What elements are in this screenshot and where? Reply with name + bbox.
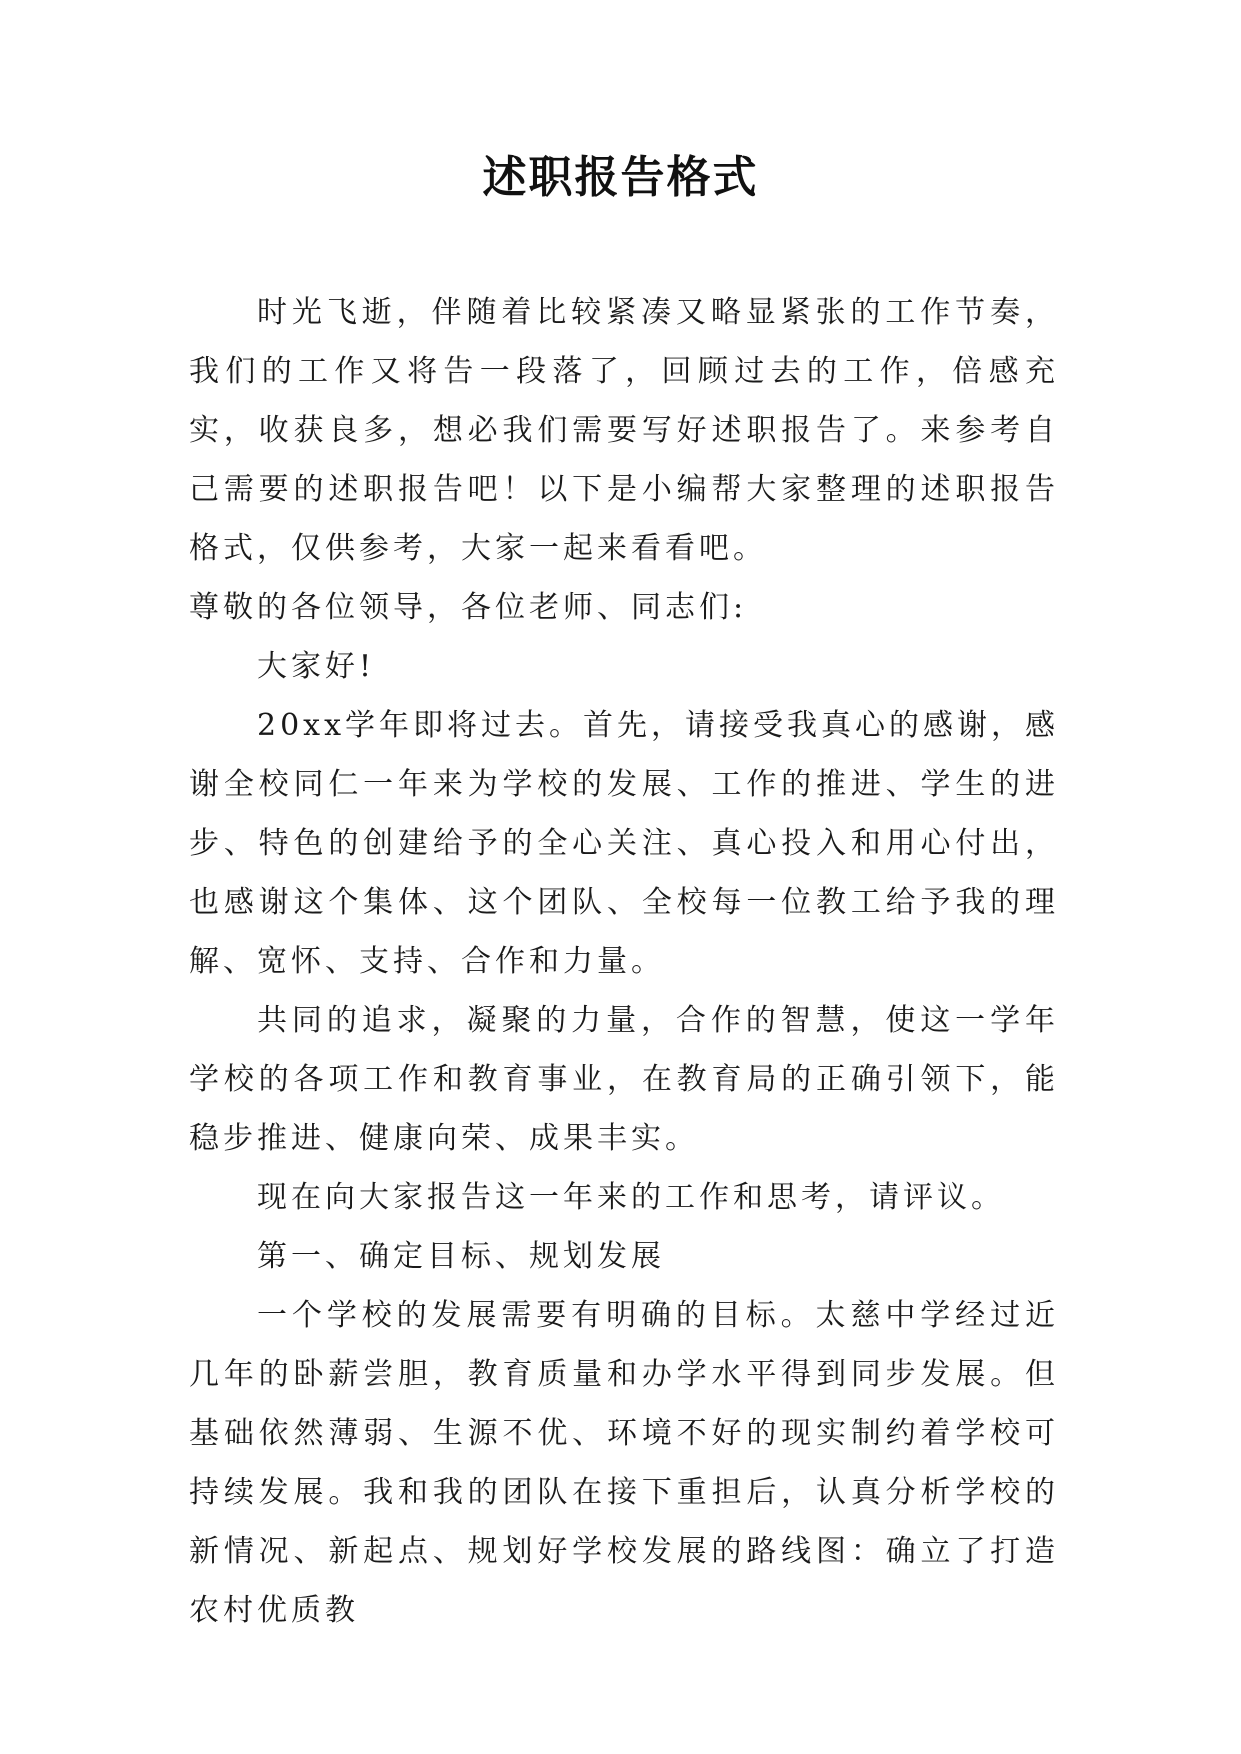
thanks-paragraph: 20xx学年即将过去。首先，请接受我真心的感谢，感谢全校同仁一年来为学校的发展、工作的推进、学生的进步、特色的创建给予的全心关注、真心投入和用心付出，也感谢这个集体、这个团队、全校每一位教工给予我的理解、宽怀、支持、合作和力量。 <box>189 708 1060 979</box>
section-1-paragraph: 一个学校的发展需要有明确的目标。太慈中学经过近几年的卧薪尝胆，教育质量和办学水平得到同步发展。但基础依然薄弱、生源不优、环境不好的现实制约着学校可持续发展。我和我的团队在接下重担后，认真分析学校的新情况、新起点、规划好学校发展的路线图：确立了打造农村优质教 <box>189 1298 1059 1628</box>
section-heading-1: 第一、确定目标、规划发展 <box>257 1239 665 1274</box>
salutation: 尊敬的各位领导，各位老师、同志们: <box>189 590 748 625</box>
intro-paragraph: 时光飞逝，伴随着比较紧凑又略显紧张的工作节奏，我们的工作又将告一段落了，回顾过去的工作，倍感充实，收获良多，想必我们需要写好述职报告了。来参考自己需要的述职报告吧！以下是小编帮大家整理的述职报告格式，仅供参考，大家一起来看看吧。 <box>189 295 1059 566</box>
document-body <box>189 283 1059 1640</box>
achievement-paragraph: 共同的追求，凝聚的力量，合作的智慧，使这一学年学校的各项工作和教育事业，在教育局的正确引领下，能稳步推进、健康向荣、成果丰实。 <box>189 1003 1059 1156</box>
greeting: 大家好! <box>257 649 376 684</box>
document-title: 述职报告格式 <box>482 152 759 203</box>
report-intro-paragraph: 现在向大家报告这一年来的工作和思考，请评议。 <box>257 1180 1005 1215</box>
